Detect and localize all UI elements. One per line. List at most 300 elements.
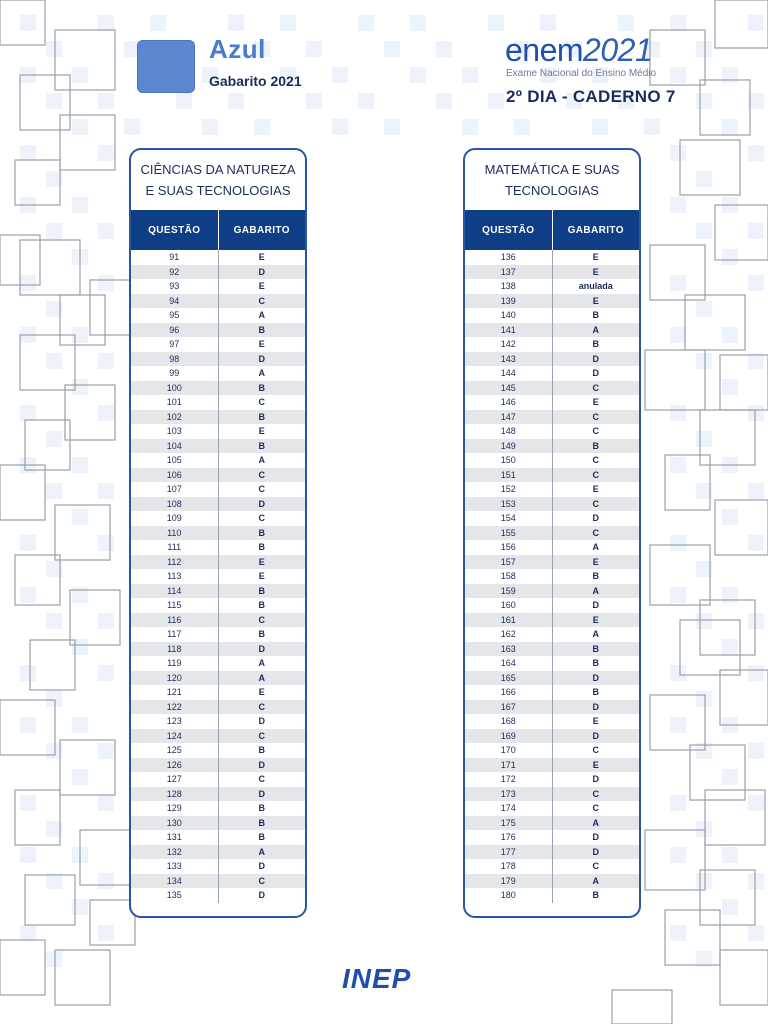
decor-square: [748, 145, 764, 161]
answer-value: A: [258, 658, 265, 669]
question-number: 99: [131, 366, 219, 381]
table-row: [131, 453, 305, 468]
table-row: [465, 685, 639, 700]
decor-square: [98, 353, 114, 369]
answer-value: C: [592, 411, 599, 422]
question-number: 97: [131, 337, 219, 352]
answer-value: B: [258, 817, 265, 828]
answer-value: A: [592, 542, 599, 553]
answer-value: anulada: [578, 281, 613, 292]
table-row: [131, 714, 305, 729]
question-number: 111: [131, 540, 219, 555]
decor-square: [46, 93, 62, 109]
decor-square: [670, 717, 686, 733]
answer-value: D: [592, 730, 599, 741]
decor-square: [306, 41, 322, 57]
decor-square: [98, 275, 114, 291]
table-row: [131, 555, 305, 570]
table-row: [131, 366, 305, 381]
decor-square: [670, 587, 686, 603]
question-number: 130: [131, 816, 219, 831]
question-number: 155: [465, 526, 553, 541]
table-row: [131, 743, 305, 758]
decor-square: [696, 171, 712, 187]
answer-value: A: [258, 846, 265, 857]
question-number: 95: [131, 308, 219, 323]
table-row: [131, 685, 305, 700]
answer-value: D: [258, 759, 265, 770]
decor-square: [98, 665, 114, 681]
answer-value: C: [592, 455, 599, 466]
decor-square: [98, 93, 114, 109]
decor-square: [228, 93, 244, 109]
enem-logo-text: enem: [505, 32, 584, 68]
table-row: [465, 352, 639, 367]
question-number: 164: [465, 656, 553, 671]
decor-outline-square: [55, 950, 110, 1005]
decor-square: [98, 613, 114, 629]
panel-title-line1: CIÊNCIAS DA NATUREZA: [140, 162, 296, 177]
table-row: [131, 265, 305, 280]
table-row: [465, 424, 639, 439]
decor-square: [20, 587, 36, 603]
table-row: [465, 613, 639, 628]
table-row: [131, 859, 305, 874]
table-row: [131, 294, 305, 309]
answer-value: E: [258, 687, 265, 698]
question-number: 174: [465, 801, 553, 816]
decor-square: [670, 145, 686, 161]
answer-value: B: [258, 411, 265, 422]
decor-square: [696, 301, 712, 317]
table-row: [131, 526, 305, 541]
decor-square: [436, 41, 452, 57]
question-number: 162: [465, 627, 553, 642]
question-number: 117: [131, 627, 219, 642]
question-number: 157: [465, 555, 553, 570]
answer-value: C: [258, 469, 265, 480]
gabarito-label: Gabarito 2021: [209, 73, 302, 89]
decor-square: [72, 457, 88, 473]
question-number: 153: [465, 497, 553, 512]
table-row: [465, 395, 639, 410]
color-label: Azul: [209, 34, 266, 64]
question-number: 131: [131, 830, 219, 845]
question-number: 177: [465, 845, 553, 860]
answer-panel-ciencias: [129, 148, 307, 918]
answer-value: B: [592, 687, 599, 698]
question-number: 92: [131, 265, 219, 280]
answer-value: D: [258, 643, 265, 654]
decor-square: [46, 41, 62, 57]
decor-square: [748, 925, 764, 941]
question-number: 173: [465, 787, 553, 802]
answer-value: B: [592, 643, 599, 654]
answer-value: D: [592, 701, 599, 712]
table-row: [465, 787, 639, 802]
answer-value: B: [258, 585, 265, 596]
answer-rows: [465, 250, 639, 903]
answer-value: B: [592, 890, 599, 901]
enem-logo: [505, 32, 652, 69]
answer-value: E: [592, 556, 599, 567]
question-number: 116: [131, 613, 219, 628]
question-number: 113: [131, 569, 219, 584]
question-number: 160: [465, 598, 553, 613]
decor-square: [722, 509, 738, 525]
decor-square: [696, 41, 712, 57]
decor-square: [722, 639, 738, 655]
decor-square: [722, 379, 738, 395]
answer-value: C: [258, 730, 265, 741]
question-number: 122: [131, 700, 219, 715]
table-row: [465, 671, 639, 686]
table-row: [465, 526, 639, 541]
decor-square: [358, 15, 374, 31]
decor-square: [670, 925, 686, 941]
table-row: [465, 743, 639, 758]
decor-square: [436, 93, 452, 109]
decor-square: [670, 15, 686, 31]
question-number: 166: [465, 685, 553, 700]
table-row: [131, 424, 305, 439]
table-row: [131, 482, 305, 497]
question-number: 121: [131, 685, 219, 700]
table-row: [131, 497, 305, 512]
table-row: [465, 265, 639, 280]
decor-square: [488, 15, 504, 31]
panel-title: [131, 150, 305, 210]
table-header: [131, 210, 305, 250]
decor-square: [98, 873, 114, 889]
decor-square: [20, 405, 36, 421]
table-row: [131, 642, 305, 657]
question-number: 169: [465, 729, 553, 744]
answer-value: E: [592, 295, 599, 306]
answer-value: D: [592, 513, 599, 524]
answer-value: E: [258, 252, 265, 263]
table-row: [465, 801, 639, 816]
answer-value: D: [258, 861, 265, 872]
decor-square: [462, 67, 478, 83]
answer-value: D: [258, 353, 265, 364]
decor-square: [46, 431, 62, 447]
decor-square: [540, 15, 556, 31]
answer-value: E: [592, 266, 599, 277]
decor-square: [20, 145, 36, 161]
answer-value: C: [592, 745, 599, 756]
decor-square: [748, 483, 764, 499]
table-row: [465, 569, 639, 584]
table-row: [131, 627, 305, 642]
table-row: [465, 598, 639, 613]
table-row: [465, 381, 639, 396]
decor-square: [20, 15, 36, 31]
table-row: [131, 250, 305, 265]
decor-square: [202, 119, 218, 135]
decor-outline-square: [720, 950, 768, 1005]
answer-value: C: [258, 774, 265, 785]
question-number: 132: [131, 845, 219, 860]
question-number: 141: [465, 323, 553, 338]
table-row: [131, 845, 305, 860]
decor-square: [488, 93, 504, 109]
table-row: [131, 323, 305, 338]
decor-square: [98, 405, 114, 421]
question-number: 124: [131, 729, 219, 744]
question-number: 103: [131, 424, 219, 439]
decor-square: [696, 873, 712, 889]
answer-value: D: [592, 672, 599, 683]
table-row: [465, 816, 639, 831]
question-number: 96: [131, 323, 219, 338]
decor-square: [20, 847, 36, 863]
table-row: [131, 874, 305, 889]
decor-square: [592, 119, 608, 135]
table-row: [131, 830, 305, 845]
table-row: [465, 758, 639, 773]
decor-outline-square: [612, 990, 672, 1024]
decor-square: [98, 223, 114, 239]
decor-square: [748, 275, 764, 291]
question-number: 136: [465, 250, 553, 265]
question-number: 152: [465, 482, 553, 497]
decor-square: [46, 613, 62, 629]
table-row: [131, 439, 305, 454]
table-row: [465, 279, 639, 294]
decor-square: [644, 119, 660, 135]
answer-value: D: [592, 832, 599, 843]
decor-square: [254, 119, 270, 135]
table-row: [465, 627, 639, 642]
col-gabarito-header: GABARITO: [233, 224, 290, 236]
decor-square: [670, 327, 686, 343]
answer-value: A: [592, 585, 599, 596]
question-number: 105: [131, 453, 219, 468]
answer-value: E: [592, 397, 599, 408]
table-row: [465, 714, 639, 729]
decor-square: [722, 119, 738, 135]
decor-square: [722, 847, 738, 863]
answer-value: D: [592, 368, 599, 379]
question-number: 159: [465, 584, 553, 599]
answer-panel-matematica: [463, 148, 641, 918]
table-row: [131, 772, 305, 787]
decor-square: [98, 743, 114, 759]
table-row: [465, 453, 639, 468]
question-number: 101: [131, 395, 219, 410]
question-number: 180: [465, 888, 553, 903]
panel-title-line2: E SUAS TECNOLOGIAS: [145, 183, 291, 198]
table-row: [131, 729, 305, 744]
answer-value: C: [592, 469, 599, 480]
decor-square: [280, 15, 296, 31]
decor-square: [670, 847, 686, 863]
decor-square: [696, 691, 712, 707]
answer-value: A: [592, 817, 599, 828]
answer-value: D: [592, 846, 599, 857]
answer-value: B: [258, 440, 265, 451]
panel-title-line2: TECNOLOGIAS: [505, 183, 599, 198]
answer-value: B: [258, 542, 265, 553]
decor-square: [722, 249, 738, 265]
table-row: [131, 758, 305, 773]
question-number: 137: [465, 265, 553, 280]
table-row: [465, 830, 639, 845]
table-row: [131, 598, 305, 613]
answer-value: B: [258, 832, 265, 843]
table-row: [131, 888, 305, 903]
decor-square: [748, 795, 764, 811]
decor-square: [722, 899, 738, 915]
decor-square: [20, 275, 36, 291]
enem-subtitle: Exame Nacional do Ensino Médio: [506, 68, 657, 79]
answer-value: C: [258, 397, 265, 408]
answer-value: C: [592, 382, 599, 393]
question-number: 98: [131, 352, 219, 367]
table-row: [131, 352, 305, 367]
table-row: [465, 656, 639, 671]
decor-square: [670, 795, 686, 811]
decor-square: [696, 223, 712, 239]
answer-value: E: [592, 614, 599, 625]
decor-square: [46, 483, 62, 499]
answer-value: E: [258, 556, 265, 567]
decor-square: [72, 717, 88, 733]
decor-square: [696, 93, 712, 109]
decor-square: [670, 275, 686, 291]
decor-square: [748, 613, 764, 629]
decor-square: [696, 353, 712, 369]
decor-square: [20, 925, 36, 941]
answer-value: B: [258, 629, 265, 640]
table-row: [465, 642, 639, 657]
question-number: 165: [465, 671, 553, 686]
answer-value: E: [592, 716, 599, 727]
decor-square: [670, 665, 686, 681]
answer-value: C: [258, 484, 265, 495]
decor-square: [228, 15, 244, 31]
table-row: [465, 729, 639, 744]
question-number: 120: [131, 671, 219, 686]
table-row: [465, 700, 639, 715]
decor-square: [72, 67, 88, 83]
table-row: [131, 279, 305, 294]
question-number: 176: [465, 830, 553, 845]
decor-square: [748, 223, 764, 239]
question-number: 129: [131, 801, 219, 816]
answer-value: C: [592, 861, 599, 872]
table-row: [131, 468, 305, 483]
table-row: [465, 250, 639, 265]
decor-outline-square: [30, 640, 75, 690]
table-row: [465, 323, 639, 338]
decor-outline-square: [20, 75, 70, 130]
decor-square: [696, 821, 712, 837]
question-number: 168: [465, 714, 553, 729]
table-row: [131, 787, 305, 802]
question-number: 156: [465, 540, 553, 555]
table-row: [131, 656, 305, 671]
table-row: [465, 845, 639, 860]
answer-value: B: [592, 658, 599, 669]
decor-square: [748, 873, 764, 889]
answer-value: A: [258, 310, 265, 321]
answer-value: B: [258, 382, 265, 393]
question-number: 150: [465, 453, 553, 468]
question-number: 133: [131, 859, 219, 874]
question-number: 172: [465, 772, 553, 787]
decor-square: [722, 327, 738, 343]
decor-square: [150, 15, 166, 31]
decor-outline-square: [0, 465, 45, 520]
answer-value: B: [592, 571, 599, 582]
question-number: 91: [131, 250, 219, 265]
decor-square: [410, 15, 426, 31]
question-number: 138: [465, 279, 553, 294]
table-row: [465, 888, 639, 903]
table-row: [465, 772, 639, 787]
table-row: [465, 511, 639, 526]
decor-square: [670, 535, 686, 551]
answer-value: E: [258, 339, 265, 350]
table-row: [131, 569, 305, 584]
decor-square: [20, 535, 36, 551]
table-row: [131, 308, 305, 323]
question-number: 123: [131, 714, 219, 729]
question-number: 94: [131, 294, 219, 309]
decor-square: [20, 717, 36, 733]
question-number: 140: [465, 308, 553, 323]
decor-square: [306, 93, 322, 109]
decor-square: [20, 665, 36, 681]
answer-value: A: [592, 324, 599, 335]
question-number: 171: [465, 758, 553, 773]
answer-value: E: [592, 759, 599, 770]
question-number: 112: [131, 555, 219, 570]
question-number: 167: [465, 700, 553, 715]
answer-value: C: [258, 701, 265, 712]
question-number: 154: [465, 511, 553, 526]
question-number: 118: [131, 642, 219, 657]
decor-square: [46, 691, 62, 707]
decor-square: [72, 769, 88, 785]
table-row: [131, 816, 305, 831]
table-row: [465, 308, 639, 323]
decor-square: [462, 119, 478, 135]
answer-value: C: [592, 788, 599, 799]
table-row: [131, 613, 305, 628]
decor-square: [332, 119, 348, 135]
answer-value: D: [592, 774, 599, 785]
col-questao-header: QUESTÃO: [131, 210, 219, 250]
answer-value: E: [592, 484, 599, 495]
question-number: 125: [131, 743, 219, 758]
table-row: [131, 395, 305, 410]
table-header: [465, 210, 639, 250]
table-row: [465, 584, 639, 599]
col-questao-header: QUESTÃO: [465, 210, 553, 250]
answer-value: B: [592, 339, 599, 350]
answer-value: B: [258, 745, 265, 756]
question-number: 110: [131, 526, 219, 541]
decor-square: [696, 613, 712, 629]
answer-value: C: [592, 426, 599, 437]
decor-square: [124, 119, 140, 135]
question-number: 102: [131, 410, 219, 425]
decor-square: [384, 41, 400, 57]
answer-value: C: [592, 498, 599, 509]
